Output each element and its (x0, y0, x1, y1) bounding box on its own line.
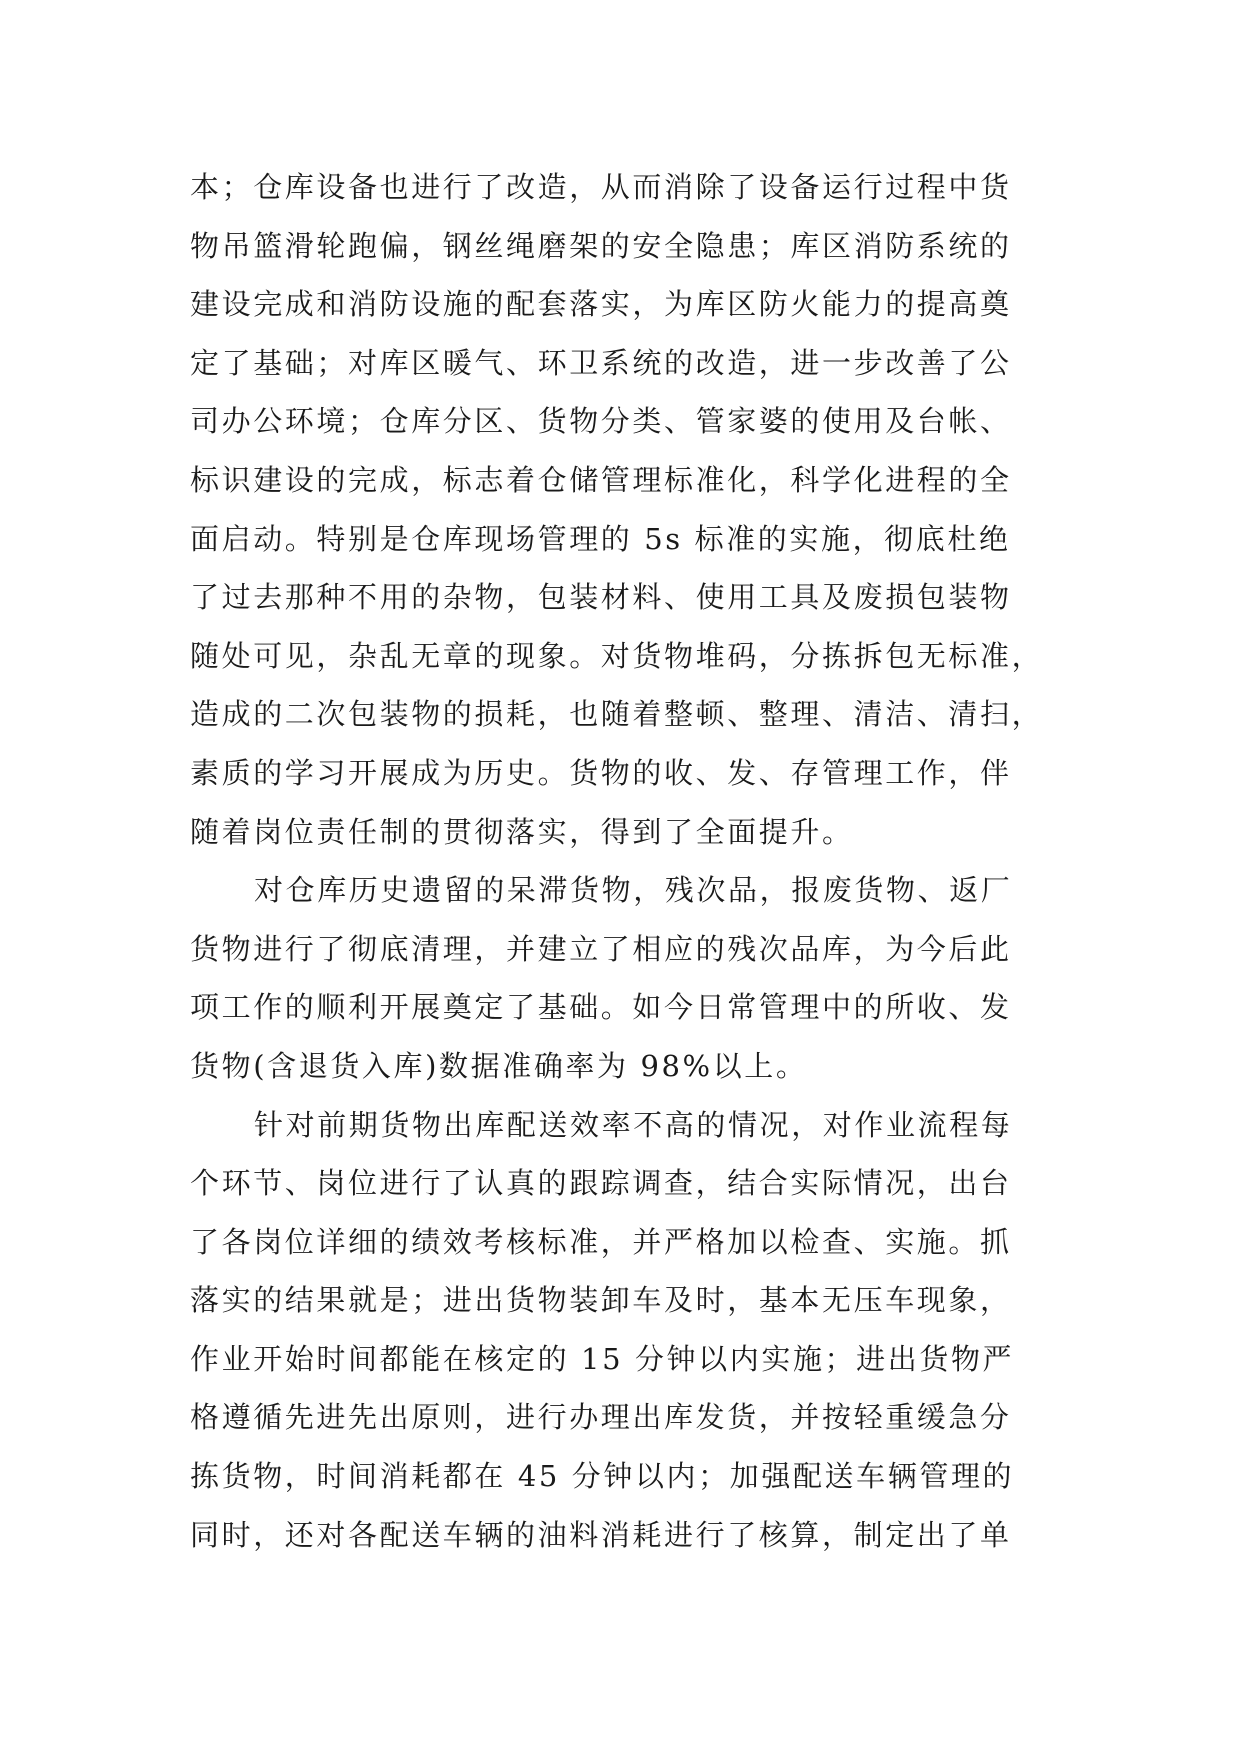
text-line: 物吊篮滑轮跑偏，钢丝绳磨架的安全隐患；库区消防系统的 (190, 228, 1012, 263)
text-line: 建设完成和消防设施的配套落实，为库区防火能力的提高奠 (190, 287, 1012, 322)
text-line: 面启动。特别是仓库现场管理的 5s 标准的实施，彻底杜绝 (190, 521, 1011, 556)
text-line: 同时，还对各配送车辆的油料消耗进行了核算，制定出了单 (190, 1517, 1012, 1552)
text-line: 了各岗位详细的绩效考核标准，并严格加以检查、实施。抓 (190, 1224, 1012, 1259)
text-line: 格遵循先进先出原则，进行办理出库发货，并按轻重缓急分 (190, 1400, 1012, 1435)
text-line: 随处可见，杂乱无章的现象。对货物堆码，分拣拆包无标准， (190, 638, 1044, 673)
text-line: 本；仓库设备也进行了改造，从而消除了设备运行过程中货 (190, 170, 1012, 204)
paragraph-first-line: 对仓库历史遗留的呆滞货物，残次品，报废货物、返厂 (254, 873, 1013, 908)
text-line: 司办公环境；仓库分区、货物分类、管家婆的使用及台帐、 (190, 404, 1012, 439)
text-line: 货物进行了彻底清理，并建立了相应的残次品库，为今后此 (190, 931, 1012, 966)
text-line: 货物(含退货入库)数据准确率为 98%以上。 (190, 1048, 808, 1083)
text-line: 随着岗位责任制的贯彻落实，得到了全面提升。 (190, 814, 854, 849)
text-line: 定了基础；对库区暖气、环卫系统的改造，进一步改善了公 (190, 345, 1012, 380)
text-line: 拣货物，时间消耗都在 45 分钟以内；加强配送车辆管理的 (190, 1459, 1015, 1494)
text-line: 了过去那种不用的杂物，包装材料、使用工具及废损包装物 (190, 580, 1012, 615)
text-line: 标识建设的完成，标志着仓储管理标准化，科学化进程的全 (190, 462, 1012, 497)
text-line: 个环节、岗位进行了认真的跟踪调查，结合实际情况，出台 (190, 1166, 1012, 1201)
text-line: 作业开始时间都能在核定的 15 分钟以内实施；进出货物严 (190, 1341, 1015, 1376)
text-line: 项工作的顺利开展奠定了基础。如今日常管理中的所收、发 (190, 990, 1012, 1025)
text-line: 素质的学习开展成为历史。货物的收、发、存管理工作，伴 (190, 755, 1012, 790)
paragraph-first-line: 针对前期货物出库配送效率不高的情况，对作业流程每 (254, 1107, 1013, 1142)
text-line: 落实的结果就是；进出货物装卸车及时，基本无压车现象， (190, 1283, 1012, 1318)
text-line: 造成的二次包装物的损耗，也随着整顿、整理、清洁、清扫， (190, 697, 1044, 732)
body-text (190, 158, 1050, 1564)
